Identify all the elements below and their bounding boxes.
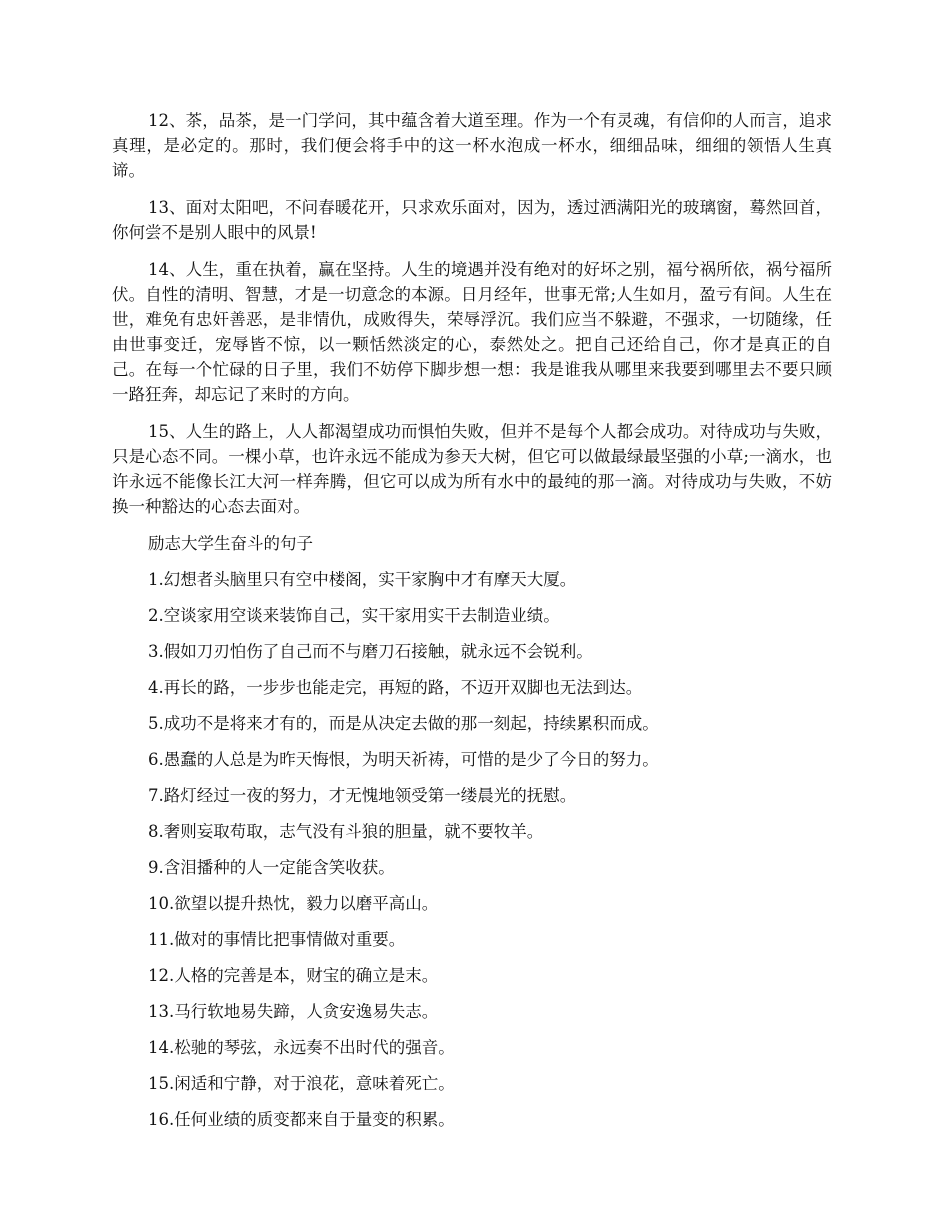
list-item-16: 16.任何业绩的质变都来自于量变的积累。 (148, 1110, 455, 1129)
list-item-9: 9.含泪播种的人一定能含笑收获。 (148, 858, 395, 877)
list-item-10: 10.欲望以提升热忱，毅力以磨平高山。 (148, 894, 439, 913)
paragraph-12: 12、茶，品茶，是一门学问，其中蕴含着大道至理。作为一个有灵魂，有信仰的人而言，追求真理，是必定的。那时，我们便会将手中的这一杯水泡成一杯水，细细品味，细细的领悟人生真谛。 (112, 111, 832, 180)
document-page (112, 108, 832, 1143)
paragraph-14: 14、人生，重在执着，赢在坚持。人生的境遇并没有绝对的好坏之别，福兮祸所依，祸兮福所伏。自性的清明、智慧，才是一切意念的本源。日月经年，世事无常;人生如月，盈亏有间。人生在世，难免有忠奸善恶，是非情仇，成败得失，荣辱浮沉。我们应当不躲避，不强求，一切随缘，任由世事变迁，宠辱皆不惊，以一颗恬然淡定的心，泰然处之。把自己还给自己，你才是真正的自己。在每一个忙碌的日子里，我们不妨停下脚步想一想：我是谁我从哪里来我要到哪里去不要只顾一路狂奔，却忘记了来时的方向。 (112, 260, 832, 404)
list-item-14: 14.松驰的琴弦，永远奏不出时代的强音。 (148, 1038, 455, 1057)
list-item-13: 13.马行软地易失蹄，人贪安逸易失志。 (148, 1002, 439, 1021)
list-item-15: 15.闲适和宁静，对于浪花，意味着死亡。 (148, 1074, 455, 1093)
list-item-4: 4.再长的路，一步步也能走完，再短的路，不迈开双脚也无法到达。 (148, 678, 643, 697)
list-item-11: 11.做对的事情比把事情做对重要。 (148, 930, 406, 949)
list-item-3: 3.假如刀刃怕伤了自己而不与磨刀石接触，就永远不会锐利。 (148, 642, 593, 661)
list-item-2: 2.空谈家用空谈来装饰自己，实干家用实干去制造业绩。 (148, 606, 560, 625)
section-title: 励志大学生奋斗的句子 (148, 534, 313, 553)
list-item-7: 7.路灯经过一夜的努力，才无愧地领受第一缕晨光的抚慰。 (148, 786, 577, 805)
list-item-6: 6.愚蠢的人总是为昨天悔恨，为明天祈祷，可惜的是少了今日的努力。 (148, 750, 659, 769)
list-item-5: 5.成功不是将来才有的，而是从决定去做的那一刻起，持续累积而成。 (148, 714, 659, 733)
list-item-1: 1.幻想者头脑里只有空中楼阁，实干家胸中才有摩天大厦。 (148, 570, 577, 589)
list-item-8: 8.奢则妄取苟取，志气没有斗狼的胆量，就不要牧羊。 (148, 822, 544, 841)
paragraph-15: 15、人生的路上，人人都渴望成功而惧怕失败，但并不是每个人都会成功。对待成功与失败，只是心态不同。一棵小草，也许永远不能成为参天大树，但它可以做最绿最坚强的小草;一滴水，也许永远不能像长江大河一样奔腾，但它可以成为所有水中的最纯的那一滴。对待成功与失败，不妨换一种豁达的心态去面对。 (112, 422, 832, 516)
paragraph-13: 13、面对太阳吧，不问春暖花开，只求欢乐面对，因为，透过洒满阳光的玻璃窗，蓦然回首，你何尝不是别人眼中的风景! (112, 198, 832, 242)
list-item-12: 12.人格的完善是本，财宝的确立是末。 (148, 966, 439, 985)
